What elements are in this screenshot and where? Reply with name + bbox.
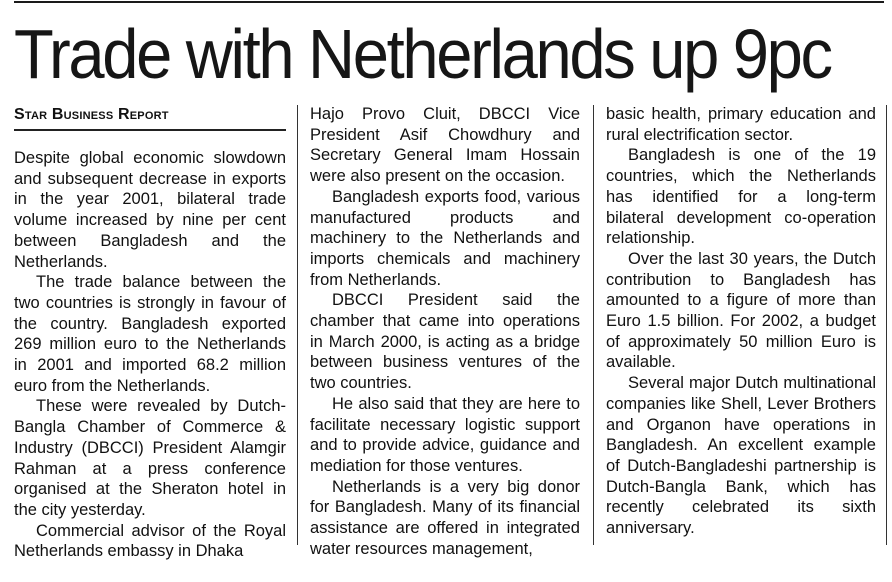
paragraph: Commercial advisor of the Royal Netherlands embassy in Dhaka: [14, 521, 286, 561]
paragraph: Bangladesh is one of the 19 countries, which the Netherlands has identified for a long-term bilateral development co-operation relationship.: [606, 146, 876, 248]
paragraph: These were revealed by Dutch-Bangla Chamber of Commerce & Industry (DBCCI) President Alamgir Rahman at a press conference organised at the Sheraton hotel in the city yesterday.: [14, 397, 286, 519]
byline: Star Business Report: [14, 106, 286, 131]
paragraph: Netherlands is a very big donor for Bangladesh. Many of its financial assistance are offered in integrated water resources management,: [310, 477, 580, 558]
right-edge-rule: [886, 105, 887, 545]
column-divider: [593, 105, 594, 545]
paragraph: Over the last 30 years, the Dutch contribution to Bangladesh has amounted to a figure of more than Euro 1.5 billion. For 2002, a budget of approximately 50 million Euro is available.: [606, 249, 876, 372]
article-column-2: [310, 104, 580, 559]
paragraph: DBCCI President said the chamber that came into operations in March 2000, is acting as a bridge between business ventures of the two countries.: [310, 291, 580, 393]
paragraph: Hajo Provo Cluit, DBCCI Vice President Asif Chowdhury and Secretary General Imam Hossain were also present on the occasion.: [310, 105, 580, 186]
column-divider: [297, 105, 298, 545]
headline: Trade with Netherlands up 9pc: [14, 15, 831, 93]
article-column-3: [606, 104, 876, 539]
paragraph: Despite global economic slowdown and subsequent decrease in exports in the year 2001, bilateral trade volume increased by nine per cent between Bangladesh and the Netherlands.: [14, 149, 286, 271]
paragraph: He also said that they are here to facilitate necessary logistic support and to provide advice, guidance and mediation for those ventures.: [310, 394, 580, 475]
article-column-1: [14, 148, 286, 562]
paragraph: The trade balance between the two countries is strongly in favour of the country. Bangladesh exported 269 million euro to the Netherlands in 2001 and imported 68.2 million euro from the Netherlands.: [14, 273, 286, 395]
paragraph: Bangladesh exports food, various manufactured products and machinery to the Netherlands and imports chemicals and machinery from Netherlands.: [310, 187, 580, 289]
top-rule: [14, 1, 884, 3]
paragraph: basic health, primary education and rural electrification sector.: [606, 105, 876, 144]
paragraph: Several major Dutch multinational companies like Shell, Lever Brothers and Organon have operations in Bangladesh. An excellent example of Dutch-Bangladeshi partnership is Dutch-Bangla Bank, which has recently celebrated its sixth anniversary.: [606, 374, 876, 538]
